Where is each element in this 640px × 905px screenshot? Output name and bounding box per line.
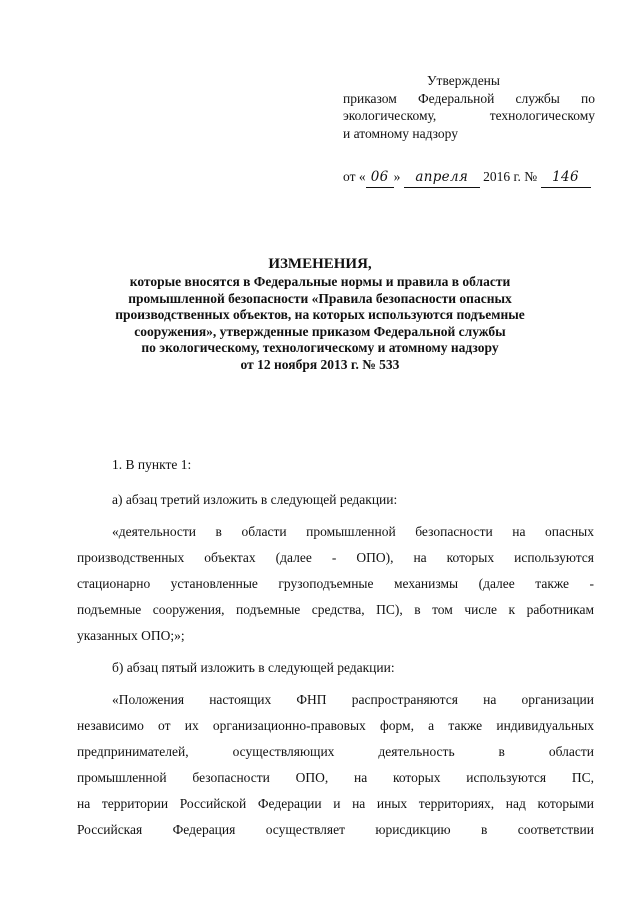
text-line: «деятельности в области промышленной безопасности на опасных: [112, 524, 594, 539]
text-line: на территории Российской Федерации и на иных территориях, над которыми: [77, 796, 594, 811]
paragraph-subitem-a: а) абзац третий изложить в следующей редакции:: [112, 492, 398, 507]
approval-line: приказом Федеральной службы по: [343, 90, 595, 106]
approval-date: [343, 168, 595, 188]
text-line: независимо от их организационно-правовых форм, а также индивидуальных: [77, 718, 594, 733]
approval-line: и атомному надзору: [343, 125, 458, 141]
paragraph-quote-2: [77, 687, 594, 843]
title-main: ИЗМЕНЕНИЯ,: [268, 256, 372, 272]
title-line: которые вносятся в Федеральные нормы и правила в области: [129, 274, 511, 289]
title-line: производственных объектов, на которых используются подъемные: [115, 307, 525, 322]
handwritten-month: апреля: [404, 169, 480, 188]
text-line: стационарно установленные грузоподъемные механизмы (далее также -: [77, 576, 594, 591]
text-line: промышленной безопасности ОПО, на которых используются ПС,: [77, 770, 594, 785]
text-line: «Положения настоящих ФНП распространяются на организации: [112, 692, 594, 707]
title-line: от 12 ноября 2013 г. № 533: [240, 356, 400, 372]
title-line: сооружения», утвержденные приказом Федеральной службы: [134, 323, 506, 339]
paragraph-quote-1: [77, 519, 594, 649]
title-line: промышленной безопасности «Правила безопасности опасных: [128, 290, 512, 306]
title-line: по экологическому, технологическому и атомному надзору: [141, 340, 499, 355]
text-line: Российская Федерация осуществляет юрисдикцию в соответствии: [77, 822, 594, 837]
document-title: [60, 254, 580, 373]
date-quote: »: [393, 169, 401, 184]
date-prefix: от «: [343, 169, 366, 184]
handwritten-order-number: 146: [541, 169, 591, 188]
paragraph-subitem-b: б) абзац пятый изложить в следующей редакции:: [112, 660, 395, 675]
date-year: 2016 г. №: [483, 169, 538, 184]
handwritten-day: 06: [366, 169, 394, 188]
paragraph-item-1: 1. В пункте 1:: [112, 457, 192, 472]
text-line: подъемные сооружения, подъемные средства, ПС), в том числе к работникам: [77, 602, 594, 617]
text-line: указанных ОПО;»;: [77, 628, 185, 643]
approval-block: [343, 72, 595, 188]
text-line: предпринимателей, осуществляющих деятельность в области: [77, 744, 594, 759]
approval-line: экологическому, технологическому: [343, 108, 595, 123]
document-body: [77, 452, 594, 843]
text-line: производственных объектах (далее - ОПО), на которых используются: [77, 550, 594, 565]
approval-heading: Утверждены: [427, 73, 500, 88]
